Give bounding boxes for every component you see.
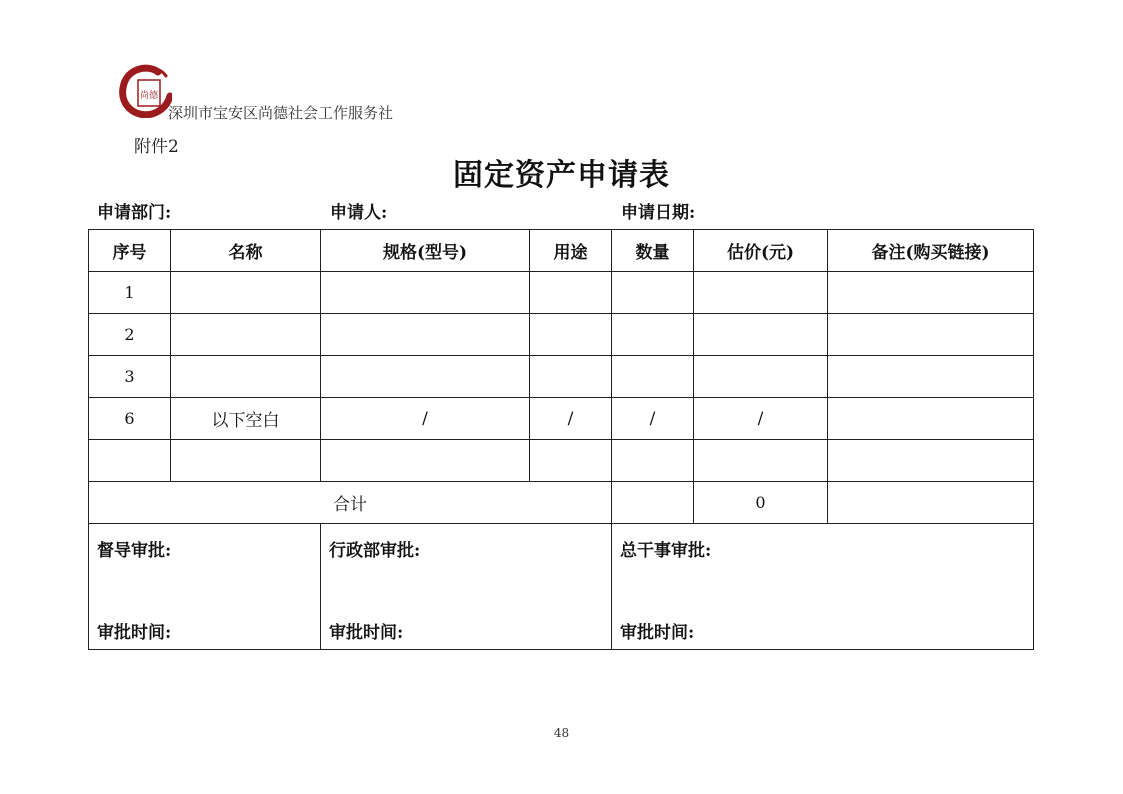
approval-time-label: 审批时间:: [620, 623, 695, 643]
cell-estimate[interactable]: [694, 272, 828, 314]
organization-name: 深圳市宝安区尚德社会工作服务社: [168, 104, 394, 122]
total-label: 合计: [89, 482, 612, 524]
approval-time-label: 审批时间:: [97, 623, 172, 643]
organization-logo: [118, 64, 172, 118]
cell-estimate[interactable]: [694, 440, 828, 482]
approval-admin[interactable]: [321, 524, 612, 650]
header-remark: 备注(购买链接): [828, 230, 1034, 272]
cell-name[interactable]: [171, 440, 321, 482]
cell-quantity[interactable]: [612, 272, 694, 314]
cell-spec[interactable]: [321, 356, 530, 398]
cell-remark[interactable]: [828, 272, 1034, 314]
header-serial: 序号: [89, 230, 171, 272]
cell-purpose[interactable]: [530, 440, 612, 482]
cell-quantity[interactable]: [612, 440, 694, 482]
total-quantity[interactable]: [612, 482, 694, 524]
cell-remark[interactable]: [828, 440, 1034, 482]
approval-title: 行政部审批:: [329, 541, 421, 561]
cell-name[interactable]: 以下空白: [171, 398, 321, 440]
header-spec: 规格(型号): [321, 230, 530, 272]
table-row: [89, 398, 1034, 440]
table-row: [89, 272, 1034, 314]
approval-time-label: 审批时间:: [329, 623, 404, 643]
cell-remark[interactable]: [828, 314, 1034, 356]
cell-purpose[interactable]: [530, 272, 612, 314]
cell-serial: 3: [89, 356, 171, 398]
cell-purpose[interactable]: [530, 356, 612, 398]
header-purpose: 用途: [530, 230, 612, 272]
table-row: [89, 314, 1034, 356]
asset-application-table: [88, 229, 1034, 650]
approval-title: 督导审批:: [97, 541, 172, 561]
cell-remark[interactable]: [828, 398, 1034, 440]
cell-quantity[interactable]: /: [612, 398, 694, 440]
cell-estimate[interactable]: [694, 314, 828, 356]
approval-title: 总干事审批:: [620, 541, 712, 561]
approval-supervisor[interactable]: [89, 524, 321, 650]
cell-estimate[interactable]: [694, 356, 828, 398]
cell-spec[interactable]: [321, 314, 530, 356]
cell-name[interactable]: [171, 356, 321, 398]
cell-purpose[interactable]: [530, 314, 612, 356]
cell-name[interactable]: [171, 314, 321, 356]
date-label: 申请日期:: [621, 203, 696, 223]
cell-quantity[interactable]: [612, 356, 694, 398]
table-row: [89, 356, 1034, 398]
cell-quantity[interactable]: [612, 314, 694, 356]
approval-director[interactable]: [612, 524, 1034, 650]
applicant-label: 申请人:: [330, 203, 388, 223]
total-row: [89, 482, 1034, 524]
page-number: 48: [553, 726, 570, 740]
header-name: 名称: [171, 230, 321, 272]
total-remark[interactable]: [828, 482, 1034, 524]
total-amount[interactable]: 0: [694, 482, 828, 524]
cell-estimate[interactable]: /: [694, 398, 828, 440]
table-row: [89, 440, 1034, 482]
cell-purpose[interactable]: /: [530, 398, 612, 440]
cell-spec[interactable]: [321, 272, 530, 314]
cell-spec[interactable]: /: [321, 398, 530, 440]
cell-spec[interactable]: [321, 440, 530, 482]
cell-serial: [89, 440, 171, 482]
approval-row: [89, 524, 1034, 650]
table-header-row: [89, 230, 1034, 272]
header-estimate: 估价(元): [694, 230, 828, 272]
cell-serial: 6: [89, 398, 171, 440]
cell-remark[interactable]: [828, 356, 1034, 398]
cell-serial: 1: [89, 272, 171, 314]
attachment-label: 附件2: [134, 137, 179, 157]
header-quantity: 数量: [612, 230, 694, 272]
page-title: 固定资产申请表: [453, 158, 670, 193]
department-label: 申请部门:: [97, 203, 172, 223]
cell-name[interactable]: [171, 272, 321, 314]
cell-serial: 2: [89, 314, 171, 356]
logo-text: 尚德: [139, 91, 159, 101]
